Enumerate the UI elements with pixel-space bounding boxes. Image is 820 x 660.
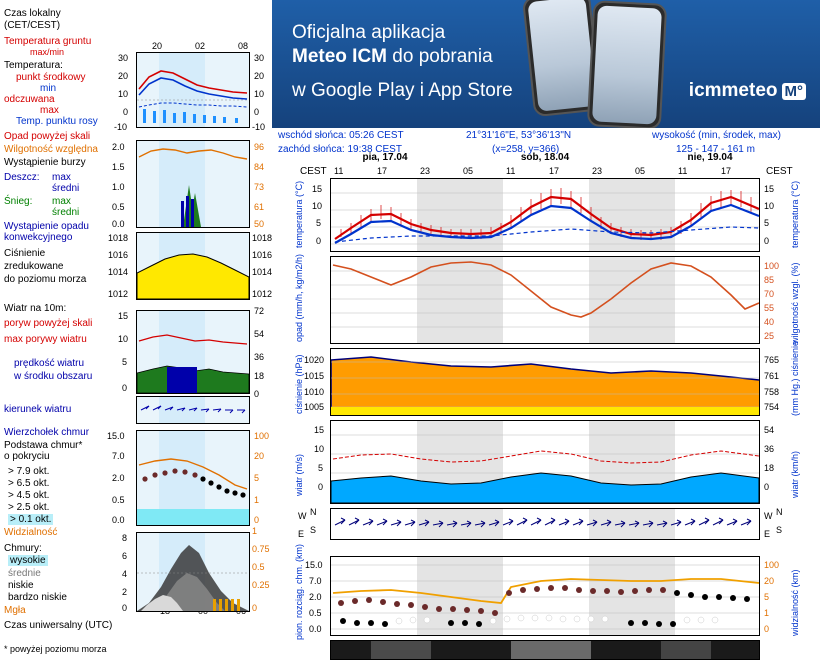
press-tick-l-2: 1010 <box>304 387 325 397</box>
mini-cloud-left-0: 15.0 <box>107 431 125 441</box>
chart-precip-humidity <box>330 256 760 344</box>
wind-dir-w-left: W <box>298 511 307 521</box>
axis-label-wind-kmh: wiatr (km/h) <box>790 451 800 498</box>
temp-tick-r-3: 0 <box>764 236 770 246</box>
wind-tick-r-1: 36 <box>764 444 775 454</box>
legend-pressure-3: do poziomu morza <box>4 274 87 285</box>
hum-tick-5: 25 <box>764 331 775 341</box>
legend-wind-speed-1: prędkość wiatru <box>14 358 85 369</box>
mini-temp-right-0: 30 <box>254 53 265 63</box>
legend-cover-4: > 2.5 okt. <box>8 502 50 513</box>
axis-label-visibility: widzialność (km) <box>790 569 800 636</box>
mini-hum-left-4: 0.0 <box>112 219 125 229</box>
mini-wind-right-2: 36 <box>254 352 265 362</box>
mini-hum-left-3: 0.5 <box>112 202 125 212</box>
mini-hum-left-2: 1.0 <box>112 182 125 192</box>
temp-tick-l-0: 15 <box>312 184 323 194</box>
logo-text: icmmeteo <box>688 80 778 101</box>
press-tick-r-3: 754 <box>764 402 780 412</box>
mini-hum-right-4: 50 <box>254 219 265 229</box>
temp-tick-l-3: 0 <box>316 236 322 246</box>
press-tick-l-0: 1020 <box>304 355 325 365</box>
mini-chart-wind-direction <box>136 396 250 424</box>
legend-temp-max: max <box>40 105 59 116</box>
mini-cloud-left-4: 0.0 <box>112 515 125 525</box>
wind-tick-l-2: 5 <box>318 463 324 473</box>
press-tick-l-3: 1005 <box>304 402 325 412</box>
mini-wind-right-3: 18 <box>254 371 265 381</box>
hour-label-7: 05 <box>635 166 646 176</box>
legend-cover-2: > 6.5 okt. <box>8 478 50 489</box>
axis-label-temperature-left: temperatura (°C) <box>294 180 304 248</box>
banner-line-2-rest: do pobrania <box>387 46 493 67</box>
legend-cloud-base-2: o pokryciu <box>4 451 50 462</box>
legend-dew-point: Temp. punktu rosy <box>16 116 98 127</box>
mini-cloud-right-1: 20 <box>254 451 265 461</box>
legend-snow: Śnieg: <box>4 196 33 207</box>
legend-wind-dir: kierunek wiatru <box>4 404 72 415</box>
hour-label-2: 23 <box>420 166 431 176</box>
cest-left: CEST <box>300 166 327 177</box>
phone-mockup-front <box>587 0 667 128</box>
mini-temp-right-2: 10 <box>254 89 265 99</box>
legend-gust-over: poryw powyżej skali <box>4 318 93 329</box>
legend-temperature-title: Temperatura: <box>4 60 63 71</box>
mini-vis-left-4: 0 <box>122 603 128 613</box>
wind-tick-r-2: 18 <box>764 463 775 473</box>
temp-tick-r-1: 10 <box>764 201 775 211</box>
mini-wind-right-0: 72 <box>254 306 265 316</box>
mini-vis-right-0: 1 <box>252 526 258 536</box>
mini-wind-left-3: 0 <box>122 383 128 393</box>
vis-tick-r-2: 5 <box>764 592 770 602</box>
mini-chart-wind <box>136 310 250 394</box>
legend-time-local-1: Czas lokalny <box>4 8 61 19</box>
wind-tick-r-0: 54 <box>764 425 775 435</box>
banner-line-3: w Google Play i App Store <box>292 80 513 101</box>
legend-snow-max: max <box>52 196 71 207</box>
vis-tick-r-0: 100 <box>764 560 780 570</box>
sunrise-text: wschód słońca: 05:26 CEST <box>278 130 404 141</box>
mini-vis-left-3: 2 <box>122 587 128 597</box>
mini-hum-left-1: 1.5 <box>112 162 125 172</box>
chart-wind-direction <box>330 508 760 540</box>
legend-footnote: * powyżej poziomu morza <box>4 644 107 654</box>
legend-clouds-mid: średnie <box>8 568 41 579</box>
hour-label-8: 11 <box>678 166 688 176</box>
temp-tick-r-0: 15 <box>764 184 775 194</box>
temp-tick-l-1: 10 <box>312 201 323 211</box>
height-value: 125 - 147 - 161 m <box>676 144 755 155</box>
legend-temp-mid: punkt środkowy <box>16 72 86 83</box>
wind-dir-s-left: S <box>310 525 317 535</box>
mini-temp-right-1: 20 <box>254 71 265 81</box>
legend-cover-5: > 0.1 okt. <box>10 514 52 525</box>
cloud-tick-l-0: 15.0 <box>305 560 323 570</box>
mini-cloud-right-3: 1 <box>254 495 260 505</box>
chart-pressure <box>330 348 760 416</box>
mini-chart-clouds <box>136 430 250 526</box>
chart-clouds-visibility <box>330 556 760 636</box>
wind-dir-e-right: E <box>764 529 771 539</box>
wind-tick-l-0: 15 <box>314 425 325 435</box>
axis-label-wind: wiatr (m/s) <box>294 454 304 496</box>
wind-tick-l-1: 10 <box>314 444 325 454</box>
cloud-tick-l-1: 7.0 <box>309 576 322 586</box>
grid-text: (x=258, y=366) <box>492 144 560 155</box>
day-label-1: pia, 17.04 <box>362 152 408 163</box>
vis-tick-r-1: 20 <box>764 576 775 586</box>
banner-line-2 <box>292 46 493 68</box>
legend-visibility: Widzialność <box>4 527 58 538</box>
hum-tick-4: 40 <box>764 317 775 327</box>
mini-cloud-left-2: 2.0 <box>112 473 125 483</box>
mini-vis-right-2: 0.5 <box>252 562 265 572</box>
legend-ground-temp-sub: max/min <box>30 47 65 57</box>
legend-pressure-1: Ciśnienie <box>4 248 46 259</box>
mini-chart-pressure <box>136 232 250 300</box>
mini-wind-right-1: 54 <box>254 329 265 339</box>
temp-tick-l-2: 5 <box>316 218 322 228</box>
cloud-tick-l-3: 0.5 <box>309 608 322 618</box>
legend-clouds-high: wysokie <box>10 555 46 566</box>
mini-press-left-2: 1014 <box>108 267 129 277</box>
wind-dir-axis-left <box>296 508 324 540</box>
legend-precip-over-scale: Opad powyżej skali <box>4 131 91 142</box>
mini-press-left-1: 1016 <box>108 250 129 260</box>
coords-text: 21°31'16"E, 53°36'13"N <box>466 130 572 141</box>
logo-badge: M° <box>782 83 807 100</box>
legend-fog: Mgła <box>4 605 26 616</box>
mini-hum-right-3: 61 <box>254 202 265 212</box>
banner-line-1: Oficjalna aplikacja <box>292 22 446 43</box>
mini-chart-visibility <box>136 532 250 612</box>
cest-right: CEST <box>766 166 793 177</box>
mini-hum-left-0: 2.0 <box>112 142 125 152</box>
hum-tick-1: 85 <box>764 275 775 285</box>
mini-hum-right-2: 73 <box>254 182 265 192</box>
axis-label-humidity: wilgotność wzgl. (%) <box>790 262 800 344</box>
chart-wind <box>330 420 760 504</box>
legend-gust-max: max porywy wiatru <box>4 334 87 345</box>
banner-line-2-bold: Meteo ICM <box>292 46 387 67</box>
mini-chart-temperature <box>136 52 250 128</box>
axis-label-precip: opad (mm/h, kg/m2/h) <box>294 253 304 342</box>
day-label-2: sob, 18.04 <box>520 152 570 163</box>
mini-vis-left-0: 8 <box>122 533 128 543</box>
mini-press-right-1: 1016 <box>252 250 273 260</box>
mini-press-right-0: 1018 <box>252 233 273 243</box>
legend-rain-avg: średni <box>52 183 80 194</box>
mini-chart-humidity <box>136 140 250 228</box>
chart-temperature <box>330 178 760 252</box>
legend-temp-feels: odczuwana <box>4 94 55 105</box>
legend-pressure-2: zredukowane <box>4 261 64 272</box>
mini-wind-left-0: 15 <box>118 311 129 321</box>
wind-tick-r-3: 0 <box>764 482 770 492</box>
wind-tick-l-3: 0 <box>318 482 324 492</box>
mini-press-left-0: 1018 <box>108 233 129 243</box>
legend-clouds-low: niskie <box>8 580 34 591</box>
legend-ground-temp: Temperatura gruntu <box>4 36 92 47</box>
temp-tick-r-2: 5 <box>764 218 770 228</box>
legend-wind-speed-2: w środku obszaru <box>14 371 93 382</box>
legend-convective-2: konwekcyjnego <box>4 232 73 243</box>
hour-label-9: 17 <box>721 166 732 176</box>
press-tick-r-2: 758 <box>764 387 780 397</box>
mini-temp-right-4: -10 <box>252 122 266 132</box>
hour-label-3: 05 <box>463 166 474 176</box>
mini-vis-left-1: 6 <box>122 551 128 561</box>
height-label: wysokość (min, środek, max) <box>652 130 781 141</box>
mini-temp-left-2: 10 <box>118 89 129 99</box>
mini-temp-left-4: -10 <box>114 122 128 132</box>
mini-cloud-right-4: 0 <box>254 515 260 525</box>
legend-wind10: Wiatr na 10m: <box>4 303 67 314</box>
hour-label-1: 17 <box>377 166 388 176</box>
mini-vis-right-1: 0.75 <box>252 544 270 554</box>
hour-label-4: 11 <box>506 166 516 176</box>
mini-cloud-left-1: 7.0 <box>112 451 125 461</box>
legend-utc: Czas uniwersalny (UTC) <box>4 620 113 631</box>
mini-temp-left-0: 30 <box>118 53 129 63</box>
axis-label-pressure: ciśnienie (hPa) <box>294 354 304 414</box>
legend-cover-3: > 4.5 okt. <box>8 490 50 501</box>
hum-tick-0: 100 <box>764 261 780 271</box>
press-tick-l-1: 1015 <box>304 371 325 381</box>
legend-humidity: Wilgotność względna <box>4 144 98 155</box>
legend-rain: Deszcz: <box>4 172 40 183</box>
mini-press-right-3: 1012 <box>252 289 273 299</box>
mini-vis-right-3: 0.25 <box>252 580 270 590</box>
hour-label-6: 23 <box>592 166 603 176</box>
wind-dir-n-left: N <box>310 507 317 517</box>
mini-cloud-right-0: 100 <box>254 431 270 441</box>
mini-press-right-2: 1014 <box>252 267 273 277</box>
mini-cloud-right-2: 5 <box>254 473 260 483</box>
legend-storm: Wystąpienie burzy <box>4 157 86 168</box>
hum-tick-3: 55 <box>764 303 775 313</box>
hour-label-5: 17 <box>549 166 560 176</box>
mini-hum-right-1: 84 <box>254 162 265 172</box>
legend-convective-1: Wystąpienie opadu <box>4 221 89 232</box>
hum-tick-2: 70 <box>764 289 775 299</box>
mini-press-left-3: 1012 <box>108 289 129 299</box>
day-label-3: nie, 19.04 <box>687 152 733 163</box>
icmmeteo-logo <box>689 80 806 102</box>
legend-clouds-verylow: bardzo niskie <box>8 592 67 603</box>
axis-label-temperature-right: temperatura (°C) <box>790 180 800 248</box>
vis-tick-r-3: 1 <box>764 608 770 618</box>
legend-clouds-title: Chmury: <box>4 543 42 554</box>
wind-dir-n-right: N <box>776 507 783 517</box>
legend-cloud-top: Wierzchołek chmur <box>4 427 90 438</box>
legend-cloud-base-1: Podstawa chmur* <box>4 440 83 451</box>
mini-hour-20: 20 <box>152 41 163 51</box>
mini-temp-right-3: 0 <box>254 107 260 117</box>
mini-wind-left-1: 10 <box>118 334 129 344</box>
mini-cloud-left-3: 0.5 <box>112 495 125 505</box>
press-tick-r-0: 765 <box>764 355 780 365</box>
sunset-text: zachód słońca: 19:38 CEST <box>278 144 402 155</box>
wind-dir-s-right: S <box>776 525 783 535</box>
mini-wind-left-2: 5 <box>122 357 128 367</box>
axis-label-pressure-mmhg: (mm Hg.) ciśnienie <box>790 340 800 416</box>
mini-vis-left-2: 4 <box>122 569 128 579</box>
legend-cover-1: > 7.9 okt. <box>8 466 50 477</box>
vis-tick-r-4: 0 <box>764 624 770 634</box>
wind-dir-e-left: E <box>298 529 305 539</box>
legend-rain-max: max <box>52 172 71 183</box>
press-tick-r-1: 761 <box>764 371 780 381</box>
legend-snow-avg: średni <box>52 207 80 218</box>
mini-hour-02: 02 <box>195 41 206 51</box>
mini-hum-right-0: 96 <box>254 142 265 152</box>
app-promo-banner[interactable] <box>272 0 820 128</box>
mini-vis-right-4: 0 <box>252 603 258 613</box>
chart-cloud-types-strip <box>330 640 760 660</box>
wind-dir-w-right: W <box>764 511 773 521</box>
wind-dir-axis-right <box>762 508 790 540</box>
legend-time-local-2: (CET/CEST) <box>4 20 61 31</box>
legend-panel <box>0 0 272 660</box>
axis-label-cloud-extent: pion. rozciąg. chm. (km) <box>294 543 304 640</box>
cloud-tick-l-2: 2.0 <box>309 592 322 602</box>
mini-temp-left-3: 0 <box>123 107 129 117</box>
cloud-tick-l-4: 0.0 <box>309 624 322 634</box>
mini-temp-left-1: 20 <box>118 71 129 81</box>
mini-hour-08: 08 <box>238 41 249 51</box>
mini-wind-right-4: 0 <box>254 389 260 399</box>
legend-temp-min: min <box>40 83 57 94</box>
hour-label-0: 11 <box>334 166 344 176</box>
